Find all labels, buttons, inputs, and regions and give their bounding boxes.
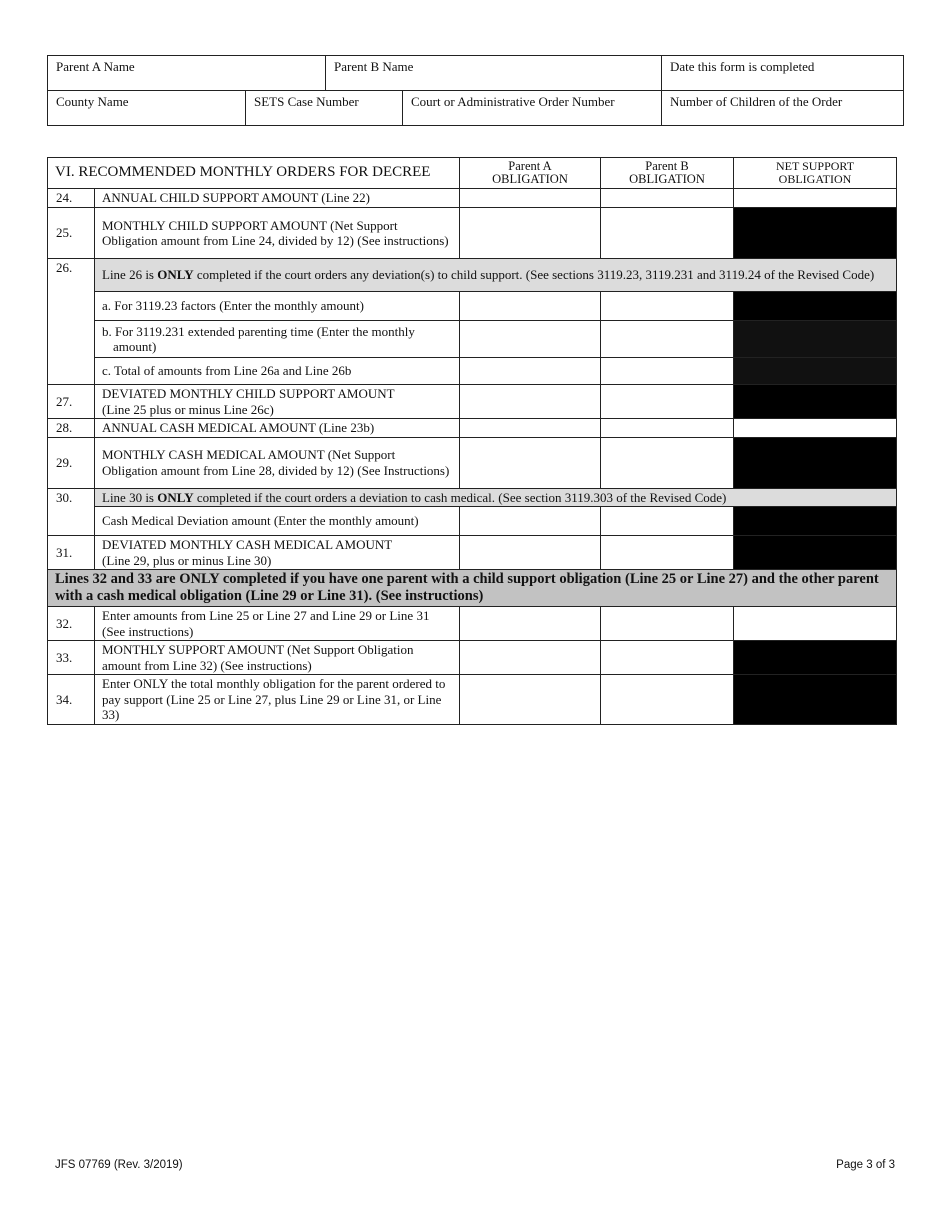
line-24-parent-a-input[interactable] [460,189,601,208]
line-30-parent-b-input[interactable] [601,507,734,536]
line-28-label: ANNUAL CASH MEDICAL AMOUNT (Line 23b) [95,419,460,438]
line-32-net-support-input[interactable] [734,607,897,641]
line-33-parent-b-input[interactable] [601,641,734,675]
line-32-label: Enter amounts from Line 25 or Line 27 and Line 29 or Line 31 (See instructions) [95,607,460,641]
lines-32-33-instruction: Lines 32 and 33 are ONLY completed if you have one parent with a child support obligation (Line 25 or Line 27) and the other parent with a cash medical obligation (Line 29 or Line 31). (See instructions) [48,570,897,607]
date-completed-field[interactable] [662,56,904,91]
line-26b-parent-b-input[interactable] [601,321,734,358]
line-28-parent-a-input[interactable] [460,419,601,438]
line-32-parent-b-input[interactable] [601,607,734,641]
line-33-number: 33. [48,641,95,675]
line-24-net-support-input[interactable] [734,189,897,208]
parent-a-name-label: Parent A Name [56,59,135,74]
sets-case-number-field[interactable] [246,91,403,126]
line-27-parent-a-input[interactable] [460,385,601,419]
line-30-label: Cash Medical Deviation amount (Enter the monthly amount) [95,507,460,536]
line-29-parent-b-input[interactable] [601,437,734,488]
court-order-number-field[interactable] [403,91,662,126]
line-24-parent-b-input[interactable] [601,189,734,208]
col-header-parent-a: Parent A OBLIGATION [460,158,601,189]
number-of-children-field[interactable] [662,91,904,126]
form-id: JFS 07769 (Rev. 3/2019) [55,1159,183,1171]
line-29-number: 29. [48,437,95,488]
line-26c-label: c. Total of amounts from Line 26a and Line 26b [95,358,460,385]
line-31-parent-a-input[interactable] [460,536,601,570]
line-33-label: MONTHLY SUPPORT AMOUNT (Net Support Obligation amount from Line 32) (See instructions) [95,641,460,675]
line-30-net-blocked [734,507,897,536]
line-28-parent-b-input[interactable] [601,419,734,438]
line-29-parent-a-input[interactable] [460,437,601,488]
line-26a-parent-b-input[interactable] [601,292,734,321]
line-34-net-blocked [734,675,897,725]
line-24-label: ANNUAL CHILD SUPPORT AMOUNT (Line 22) [95,189,460,208]
line-31-number: 31. [48,536,95,570]
line-26c-parent-a-input[interactable] [460,358,601,385]
line-30-instruction: Line 30 is ONLY completed if the court orders a deviation to cash medical. (See section 3119.303 of the Revised Code) [95,488,897,507]
line-28-net-support-input[interactable] [734,419,897,438]
county-name-label: County Name [56,94,129,109]
recommended-orders-table [47,157,897,725]
line-26b-net-blocked [734,321,897,358]
line-29-net-blocked [734,437,897,488]
line-33-net-blocked [734,641,897,675]
line-25-number: 25. [48,208,95,259]
line-26-instruction: Line 26 is ONLY completed if the court orders any deviation(s) to child support. (See sections 3119.23, 3119.231 and 3119.24 of the Revised Code) [95,259,897,292]
line-27-net-blocked [734,385,897,419]
date-completed-label: Date this form is completed [670,59,815,74]
line-31-parent-b-input[interactable] [601,536,734,570]
line-26-number: 26. [48,259,95,385]
line-25-label: MONTHLY CHILD SUPPORT AMOUNT (Net Support Obligation amount from Line 24, divided by 12) (See instructions) [95,208,460,259]
line-25-net-blocked [734,208,897,259]
case-header-table [47,55,904,126]
line-30-parent-a-input[interactable] [460,507,601,536]
col-header-parent-b: Parent B OBLIGATION [601,158,734,189]
line-32-number: 32. [48,607,95,641]
line-26c-net-blocked [734,358,897,385]
line-34-parent-b-input[interactable] [601,675,734,725]
line-26c-parent-b-input[interactable] [601,358,734,385]
line-34-number: 34. [48,675,95,725]
parent-b-name-field[interactable] [326,56,662,91]
line-30-number: 30. [48,488,95,536]
line-31-label: DEVIATED MONTHLY CASH MEDICAL AMOUNT (Line 29, plus or minus Line 30) [95,536,460,570]
county-name-field[interactable] [48,91,246,126]
parent-a-name-field[interactable] [48,56,326,91]
line-26a-parent-a-input[interactable] [460,292,601,321]
section-title: VI. RECOMMENDED MONTHLY ORDERS FOR DECREE [48,158,460,189]
line-28-number: 28. [48,419,95,438]
line-26b-label: b. For 3119.231 extended parenting time (Enter the monthly amount) [95,321,460,358]
line-27-label: DEVIATED MONTHLY CHILD SUPPORT AMOUNT (Line 25 plus or minus Line 26c) [95,385,460,419]
line-33-parent-a-input[interactable] [460,641,601,675]
line-34-label: Enter ONLY the total monthly obligation for the parent ordered to pay support (Line 25 or Line 27, plus Line 29 or Line 31, or Line 33) [95,675,460,725]
line-24-number: 24. [48,189,95,208]
parent-b-name-label: Parent B Name [334,59,414,74]
line-25-parent-a-input[interactable] [460,208,601,259]
col-header-net-support: NET SUPPORT OBLIGATION [734,158,897,189]
line-26a-label: a. For 3119.23 factors (Enter the monthly amount) [95,292,460,321]
line-26b-parent-a-input[interactable] [460,321,601,358]
page-number: Page 3 of 3 [836,1159,895,1171]
sets-case-number-label: SETS Case Number [254,94,359,109]
line-25-parent-b-input[interactable] [601,208,734,259]
line-26a-net-blocked [734,292,897,321]
line-27-number: 27. [48,385,95,419]
line-31-net-blocked [734,536,897,570]
line-27-parent-b-input[interactable] [601,385,734,419]
court-order-number-label: Court or Administrative Order Number [411,94,615,109]
line-29-label: MONTHLY CASH MEDICAL AMOUNT (Net Support Obligation amount from Line 28, divided by 12) (See Instructions) [95,437,460,488]
line-32-parent-a-input[interactable] [460,607,601,641]
number-of-children-label: Number of Children of the Order [670,94,843,109]
line-34-parent-a-input[interactable] [460,675,601,725]
